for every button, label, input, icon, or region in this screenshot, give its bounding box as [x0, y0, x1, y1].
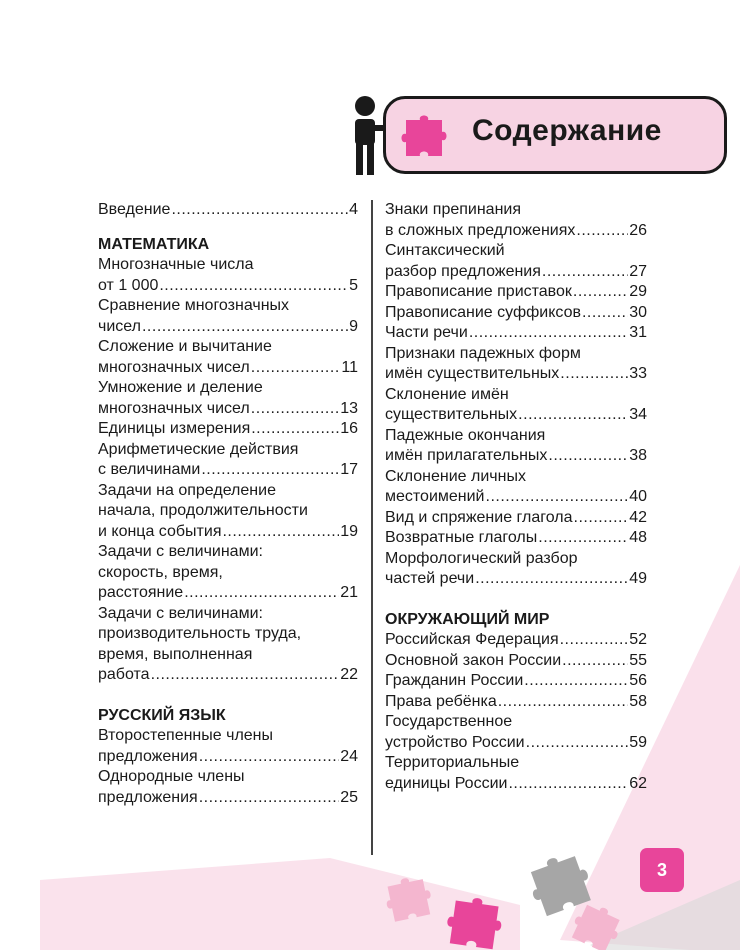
toc-page-number: 27	[629, 262, 647, 280]
toc-page-number: 19	[340, 522, 358, 540]
toc-page-number: 33	[629, 365, 647, 382]
section-heading-math: МАТЕМАТИКА	[98, 235, 210, 253]
toc-page-number: 59	[629, 733, 647, 751]
toc-entry-line: Морфологический разбор	[385, 549, 578, 567]
toc-page-number: 55	[629, 651, 647, 669]
toc-page-number: 9	[349, 317, 358, 335]
toc-entry[interactable]	[385, 426, 647, 467]
toc-entry-title: разбор предложения	[385, 262, 541, 280]
section-heading-world: ОКРУЖАЮЩИЙ МИР	[385, 610, 550, 628]
toc-entry-line: Задачи с величинами:	[98, 604, 263, 622]
toc-entry[interactable]	[385, 200, 647, 241]
toc-entry[interactable]	[98, 200, 358, 221]
toc-entry-title: Основной закон России	[385, 651, 562, 669]
toc-page-number: 49	[629, 570, 647, 587]
toc-entry-title: Права ребёнка	[385, 692, 497, 710]
toc-entry[interactable]	[98, 255, 358, 296]
section-heading-russian: РУССКИЙ ЯЗЫК	[98, 706, 226, 724]
toc-entry-line: Арифметические действия	[98, 440, 299, 458]
toc-entry-title: Возвратные глаголы	[385, 529, 538, 546]
toc-entry-title: Единицы измерения	[98, 420, 251, 437]
toc-entry-title: Части речи	[385, 324, 468, 341]
page-number-badge: 3	[640, 848, 684, 892]
toc-page-number: 25	[340, 788, 358, 806]
toc-entry-title: Гражданин России	[385, 672, 524, 689]
toc-entry-title: Введение	[98, 201, 171, 218]
toc-entry[interactable]	[385, 508, 647, 529]
toc-entry-title: с величинами	[98, 461, 201, 478]
toc-entry-line: время, выполненная	[98, 645, 253, 663]
toc-entry[interactable]	[385, 671, 647, 692]
toc-entry-title: Вид и спряжение глагола	[385, 508, 573, 526]
toc-page-number: 22	[340, 666, 358, 683]
toc-entry-line: Склонение личных	[385, 467, 526, 485]
toc-page-number: 56	[629, 672, 647, 689]
toc-entry[interactable]	[98, 296, 358, 337]
toc-entry-line: Задачи с величинами:	[98, 543, 263, 560]
toc-entry[interactable]	[385, 282, 647, 303]
toc-entry[interactable]	[385, 344, 647, 385]
toc-entry-line: производительность труда,	[98, 625, 302, 642]
toc-entry-title: имён прилагательных	[385, 447, 548, 464]
toc-page-number: 26	[629, 221, 647, 239]
puzzle-piece-icon	[568, 899, 626, 950]
toc-entry-title: предложения	[98, 788, 198, 806]
toc-entry-line: Государственное	[385, 713, 513, 730]
toc-page-number: 31	[629, 324, 647, 341]
toc-entry-line: Синтаксический	[385, 242, 505, 259]
toc-page-number: 42	[629, 508, 647, 526]
toc-entry-line: Однородные члены	[98, 768, 245, 785]
toc-page-number: 29	[629, 283, 647, 300]
toc-entry[interactable]	[385, 303, 647, 324]
toc-entry-line: Сложение и вычитание	[98, 338, 272, 355]
toc-entry[interactable]	[98, 726, 358, 767]
toc-entry-title: Российская Федерация	[385, 631, 559, 648]
toc-entry-title: от 1 000	[98, 276, 159, 294]
toc-section-math	[98, 255, 358, 686]
toc-entry-title: единицы России	[385, 774, 508, 792]
toc-entry[interactable]	[385, 651, 647, 672]
puzzle-pieces-decoration	[370, 850, 650, 950]
toc-entry-title: местоимений	[385, 488, 485, 505]
toc-page-number: 24	[340, 747, 358, 765]
toc-page-number: 16	[340, 420, 358, 437]
toc-entry[interactable]	[385, 549, 647, 590]
toc-entry-title: работа	[98, 666, 150, 683]
toc-page-number: 21	[340, 584, 358, 601]
toc-entry-line: Знаки препинания	[385, 201, 522, 218]
puzzle-piece-icon	[382, 874, 434, 923]
toc-entry[interactable]	[98, 542, 358, 604]
toc-entry-title: в сложных предложениях	[385, 221, 576, 239]
toc-entry[interactable]	[385, 753, 647, 794]
toc-entry-title: Правописание приставок	[385, 283, 572, 300]
toc-page-number: 52	[629, 631, 647, 648]
toc-section-russian	[98, 726, 358, 808]
toc-entry-line: Многозначные числа	[98, 256, 254, 273]
toc-entry-title: Правописание суффиксов	[385, 303, 581, 321]
puzzle-piece-icon	[523, 850, 596, 918]
toc-entry[interactable]	[385, 323, 647, 344]
toc-entry-line: начала, продолжительности	[98, 502, 308, 519]
toc-entry-line: Задачи на определение	[98, 481, 276, 499]
toc-entry-line: Территориальные	[385, 754, 520, 771]
toc-entry[interactable]	[98, 378, 358, 419]
toc-entry-title: чисел	[98, 317, 141, 335]
toc-entry[interactable]	[385, 467, 647, 508]
puzzle-piece-icon	[400, 112, 456, 162]
toc-entry[interactable]	[98, 419, 358, 440]
toc-entry-title: имён существительных	[385, 365, 560, 382]
toc-entry[interactable]	[385, 528, 647, 549]
toc-page-number: 4	[349, 201, 358, 218]
toc-entry-line: Признаки падежных форм	[385, 344, 581, 362]
toc-entry-line: Умножение и деление	[98, 379, 263, 396]
toc-page-number: 11	[341, 358, 358, 376]
toc-entry[interactable]	[385, 712, 647, 753]
toc-right-column	[385, 200, 647, 794]
toc-left-column	[98, 200, 358, 808]
toc-entry-line: скорость, время,	[98, 563, 223, 581]
toc-page-number: 30	[629, 303, 647, 321]
toc-page-number: 13	[340, 399, 358, 417]
toc-entry-title: предложения	[98, 747, 198, 765]
toc-entry[interactable]	[98, 604, 358, 686]
toc-entry-line: Склонение имён	[385, 385, 509, 403]
toc-entry[interactable]	[98, 440, 358, 481]
toc-page-number: 5	[349, 276, 358, 294]
toc-entry-title: многозначных чисел	[98, 399, 250, 417]
toc-entry[interactable]	[385, 241, 647, 282]
toc-entry-line: Второстепенные члены	[98, 727, 274, 744]
toc-entry[interactable]	[385, 692, 647, 713]
toc-page-number: 62	[629, 774, 647, 792]
toc-entry-title: устройство России	[385, 733, 525, 751]
toc-entry-title: многозначных чисел	[98, 358, 250, 376]
toc-page-number: 34	[629, 406, 647, 423]
toc-entry[interactable]	[98, 481, 358, 543]
toc-section-world	[385, 630, 647, 794]
toc-entry[interactable]	[98, 337, 358, 378]
column-divider	[371, 200, 373, 855]
toc-page-number: 17	[340, 461, 358, 478]
toc-entry-line: Падежные окончания	[385, 426, 546, 444]
toc-entry-title: существительных	[385, 406, 518, 423]
toc-entry-title: и конца события	[98, 522, 222, 540]
toc-entry-title: расстояние	[98, 584, 184, 601]
toc-entry[interactable]	[98, 767, 358, 808]
toc-section-russian-continued	[385, 200, 647, 590]
page-title: Содержание	[472, 114, 662, 147]
toc-entry-title: частей речи	[385, 570, 475, 587]
toc-entry-line: Сравнение многозначных	[98, 297, 290, 314]
toc-page-number: 38	[629, 447, 647, 464]
toc-page-number: 58	[629, 692, 647, 710]
puzzle-piece-icon	[444, 894, 504, 950]
toc-page-number: 40	[629, 488, 647, 505]
toc-entry[interactable]	[385, 385, 647, 426]
toc-page-number: 48	[629, 529, 647, 546]
toc-entry[interactable]	[385, 630, 647, 651]
